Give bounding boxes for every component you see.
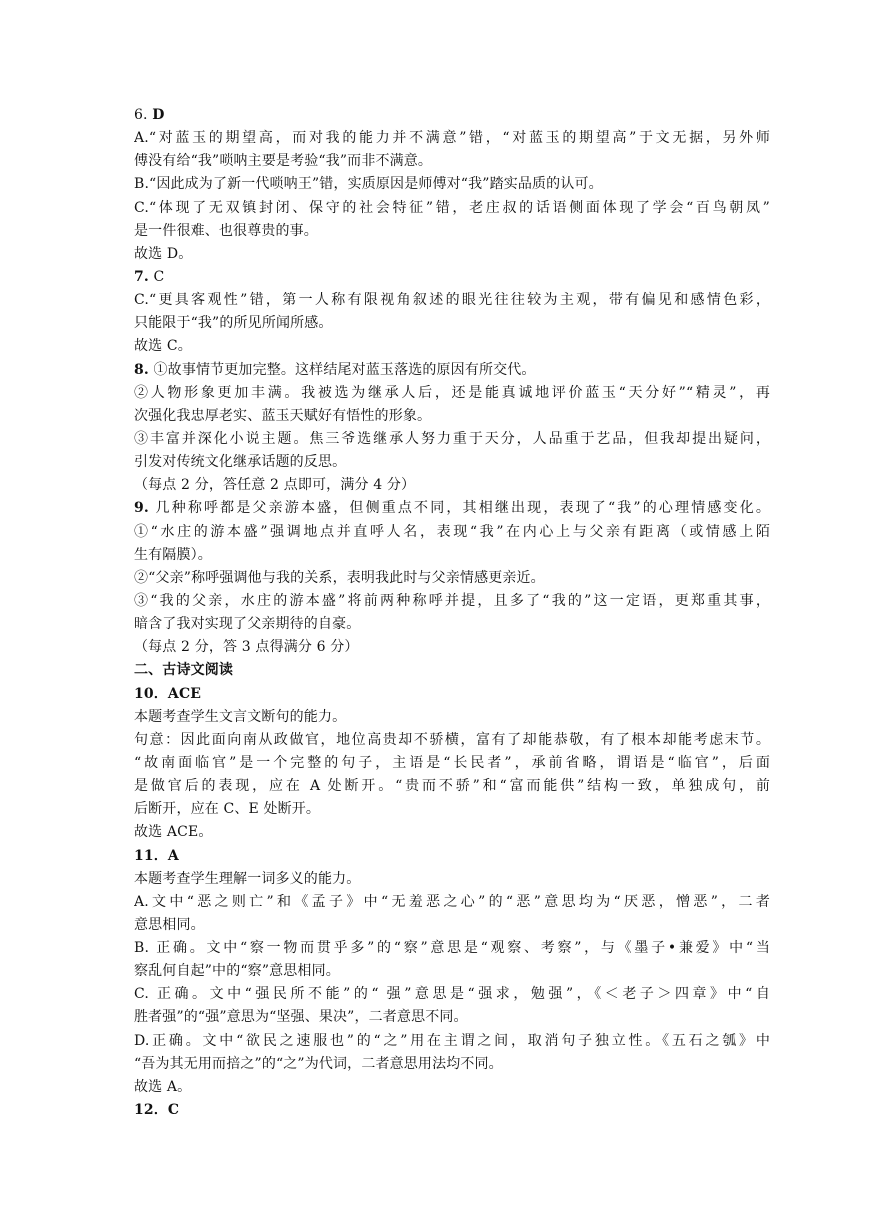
text-run: C.“体现了无双镇封闭、保守的社会特征”错，老庄叔的话语侧面体现了学会“百鸟朝凤” [134, 199, 770, 216]
bold-text: 11．A [134, 847, 179, 864]
bold-text: 10．ACE [134, 685, 202, 702]
text-line [134, 1076, 770, 1099]
text-line [134, 983, 770, 1006]
text-line [134, 613, 770, 636]
text-run: 胜者强”的“强”意思为“坚强、果决”，二者意思不同。 [134, 1009, 468, 1026]
text-run: 故选 C。 [134, 338, 192, 355]
text-line [134, 821, 770, 844]
text-line [134, 428, 770, 451]
text-run: 傅没有给“我”唢呐主要是考验“我”而非不满意。 [134, 153, 433, 170]
text-run: B. 正确。文中“察一物而贯乎多”的“察”意思是“观察、考察”，与《墨子•兼爱》中“当 [134, 940, 770, 957]
text-run: A.文中“恶之则亡”和《孟子》中“无羞恶之心”的“恶”意思均为“厌恶，憎恶”，二者 [134, 893, 770, 910]
text-line [134, 197, 770, 220]
text-line [134, 729, 770, 752]
text-run: “吾为其无用而掊之”的“之”为代词，二者意思用法均不同。 [134, 1055, 503, 1072]
text-run: 生有隔膜）。 [134, 546, 212, 563]
text-run: ①故事情节更加完整。这样结尾对蓝玉落选的原因有所交代。 [148, 361, 536, 378]
bold-text: 9. [134, 500, 149, 517]
text-run: ③“我的父亲，水庄的游本盛”将前两种称呼并提，且多了“我的”这一定语，更郑重其事， [134, 592, 770, 609]
text-line [134, 683, 770, 706]
text-line [134, 752, 770, 775]
text-line [134, 1006, 770, 1029]
text-run: 几种称呼都是父亲游本盛，但侧重点不同，其相继出现，表现了“我”的心理情感变化。 [148, 500, 770, 517]
text-line [134, 405, 770, 428]
text-run: 6. [134, 107, 153, 123]
text-run: 引发对传统文化继承话题的反思。 [134, 454, 347, 471]
text-line [134, 497, 770, 520]
text-line [134, 544, 770, 567]
text-line [134, 567, 770, 590]
text-run: ①“水庄的游本盛”强调地点并直呼人名，表现“我”在内心上与父亲有距离（或情感上陌 [134, 523, 770, 540]
text-run: 只能限于“我”的所见所闻所感。 [134, 315, 333, 332]
text-run: 后断开，应在 C、E 处断开。 [134, 801, 321, 818]
text-line [134, 798, 770, 821]
text-line [134, 335, 770, 358]
text-line [134, 289, 770, 312]
text-run: A.“对蓝玉的期望高，而对我的能力并不满意”错，“对蓝玉的期望高”于文无据，另外师 [134, 130, 770, 147]
text-run: ②人物形象更加丰满。我被选为继承人后，还是能真诚地评价蓝玉“天分好”“精灵”，再 [134, 384, 770, 401]
text-run: 故选 ACE。 [134, 824, 213, 841]
text-line [134, 359, 770, 382]
bold-text: 8. [134, 361, 149, 378]
text-run: 察乱何自起”中的“察”意思相同。 [134, 963, 340, 980]
text-run: C.“更具客观性”错，第一人称有限视角叙述的眼光往往较为主观，带有偏见和感情色彩， [134, 292, 770, 309]
text-line [134, 266, 770, 289]
text-line [134, 706, 770, 729]
text-line [134, 474, 770, 497]
text-line [134, 243, 770, 266]
text-run: 次强化我忠厚老实、蓝玉天赋好有悟性的形象。 [134, 407, 432, 424]
bold-text: 7. [134, 268, 149, 285]
text-run: ②“父亲”称呼强调他与我的关系，表明我此时与父亲情感更亲近。 [134, 569, 545, 586]
text-line [134, 868, 770, 891]
text-run: C [148, 268, 165, 285]
text-run: D.正确。文中“欲民之速服也”的“之”用在主谓之间，取消句子独立性。《五石之瓠》中 [134, 1032, 770, 1049]
text-run: C. 正确。文中“强民所不能”的“ 强”意思是“强求，勉强”，《＜老子＞四章》中“自 [134, 986, 770, 1003]
text-line [134, 521, 770, 544]
bold-text: 12．C [134, 1102, 180, 1119]
text-line [134, 1030, 770, 1053]
text-line [134, 891, 770, 914]
text-run: 是做官后的表现，应在 A 处断开。“贵而不骄”和“富而能供”结构一致，单独成句，前 [134, 778, 770, 795]
text-line [134, 775, 770, 798]
text-line [134, 937, 770, 960]
text-run: ③丰富并深化小说主题。焦三爷选继承人努力重于天分，人品重于艺品，但我却提出疑问， [134, 430, 770, 447]
text-run: 暗含了我对实现了父亲期待的自豪。 [134, 616, 361, 633]
bold-text: D [152, 107, 165, 123]
text-run: 是一件很难、也很尊贵的事。 [134, 222, 318, 239]
text-line [134, 845, 770, 868]
text-line [134, 173, 770, 196]
text-line [134, 1099, 770, 1122]
bold-text: 二、古诗文阅读 [134, 662, 234, 679]
text-line [134, 451, 770, 474]
text-run: （每点 2 分，答任意 2 点即可，满分 4 分） [134, 477, 416, 494]
text-line [134, 312, 770, 335]
text-run: 本题考查学生文言文断句的能力。 [134, 708, 347, 725]
text-line [134, 382, 770, 405]
text-line [134, 150, 770, 173]
text-run: 故选 D。 [134, 245, 193, 262]
text-line [134, 1053, 770, 1076]
text-run: 故选 A。 [134, 1078, 192, 1095]
text-run: “故南面临官”是一个完整的句子，主语是“长民者”，承前省略，谓语是“临官”，后面 [134, 754, 770, 771]
text-run: 句意：因此面向南从政做官，地位高贵却不骄横，富有了却能恭敬，有了根本却能考虑末节。 [134, 731, 770, 748]
text-line [134, 590, 770, 613]
text-run: 意思相同。 [134, 916, 205, 933]
answer-text-block [134, 104, 770, 1122]
text-line [134, 127, 770, 150]
text-line [134, 659, 770, 682]
text-line [134, 104, 770, 127]
text-line [134, 220, 770, 243]
text-line [134, 636, 770, 659]
text-run: （每点 2 分，答 3 点得满分 6 分） [134, 639, 359, 656]
text-run: 本题考查学生理解一词多义的能力。 [134, 870, 361, 887]
text-line [134, 914, 770, 937]
text-run: B.“因此成为了新一代唢呐王”错，实质原因是师傅对“我”踏实品质的认可。 [134, 176, 603, 193]
text-line [134, 960, 770, 983]
